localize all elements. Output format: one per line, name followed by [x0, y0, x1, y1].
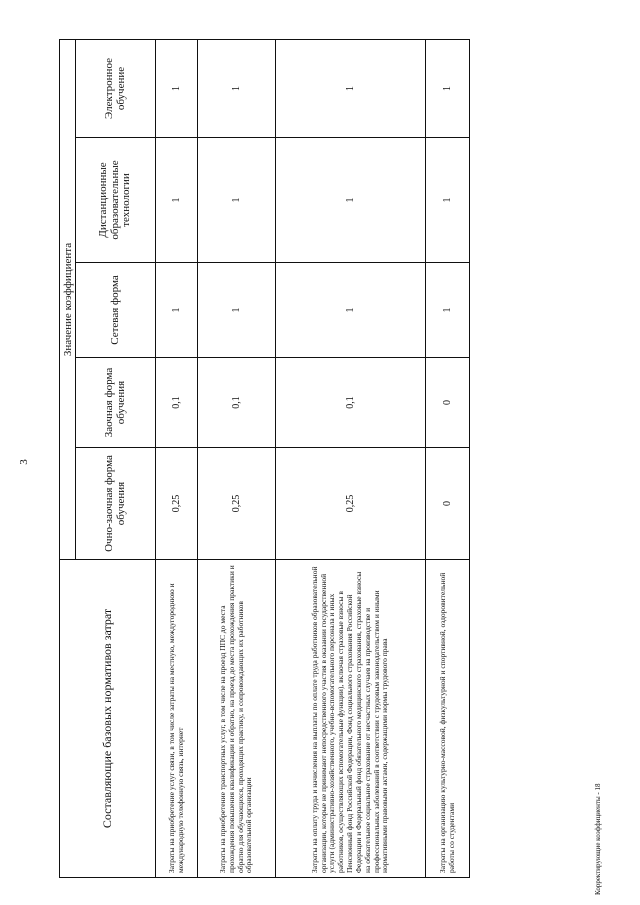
header-row-1 [60, 39, 76, 877]
cell-value: 1 [156, 39, 198, 137]
cell-value: 1 [276, 138, 426, 263]
cell-value: 1 [198, 39, 276, 137]
row-label: Затраты на приобретение услуг связи, в том числе затраты на местную, междугороднюю и международную телефонную связь, интернет [156, 560, 198, 878]
row-label: Затраты на организацию культурно-массовой, физкультурной и спортивной, оздоровительной работы со студентами [426, 560, 470, 878]
cell-value: 1 [276, 263, 426, 358]
page-footer: Корректирующие коэффициенты - 18 [594, 783, 602, 895]
cell-value: 0,25 [276, 448, 426, 560]
table-row [276, 39, 426, 877]
header-distance: Дистанционные образовательные технологии [76, 138, 156, 263]
cell-value: 0,1 [276, 358, 426, 448]
header-part-time: Очно-заочная форма обучения [76, 448, 156, 560]
cell-value: 1 [426, 39, 470, 137]
cell-value: 1 [156, 138, 198, 263]
table-row [156, 39, 198, 877]
cell-value: 1 [198, 263, 276, 358]
page-number: 3 [18, 459, 30, 465]
cell-value: 1 [198, 138, 276, 263]
row-label: Затраты на приобретение транспортных услуг, в том числе на проезд ППС до места прохождения повышения квалификации и обратно, на проезд до места прохождения практики и обратно для обучающихся, проходящих практику, и сопровождающих их работников образовательной организации [198, 560, 276, 878]
header-e-learning: Электронное обучение [76, 39, 156, 137]
coefficients-table [59, 39, 470, 878]
header-cost-components: Составляющие базовых нормативов затрат [60, 560, 156, 878]
cell-value: 1 [156, 263, 198, 358]
cell-value: 0 [426, 448, 470, 560]
cell-value: 0,1 [198, 358, 276, 448]
table-row [198, 39, 276, 877]
cell-value: 1 [426, 263, 470, 358]
cell-value: 0,1 [156, 358, 198, 448]
cell-value: 0,25 [198, 448, 276, 560]
table-row [426, 39, 470, 877]
header-network: Сетевая форма [76, 263, 156, 358]
row-label: Затраты на оплату труда и начисления на выплаты по оплате труда работников образовательной организации, которые не принимают непосредственного участия в оказании государственной услуги (административно-хозяйственного, учебно-вспомогательного персонала и иных работников, осуществляющих вспомогательные функции), включая страховые взносы в Пенсионный фонд Российской Федерации, Фонд социального страхования Российской Федерации и Федеральный фонд обязательного медицинского страхования, страховые взносы на обязательное социальное страхование от несчастных случаев на производстве и профессиональных заболеваний в соответствии с трудовым законодательством и иными нормативными правовыми актами, содержащими нормы трудового права [276, 560, 426, 878]
cell-value: 0 [426, 358, 470, 448]
header-coefficient-group: Значение коэффициента [60, 39, 76, 559]
cell-value: 0,25 [156, 448, 198, 560]
cell-value: 1 [426, 138, 470, 263]
cell-value: 1 [276, 39, 426, 137]
header-extramural: Заочная форма обучения [76, 358, 156, 448]
